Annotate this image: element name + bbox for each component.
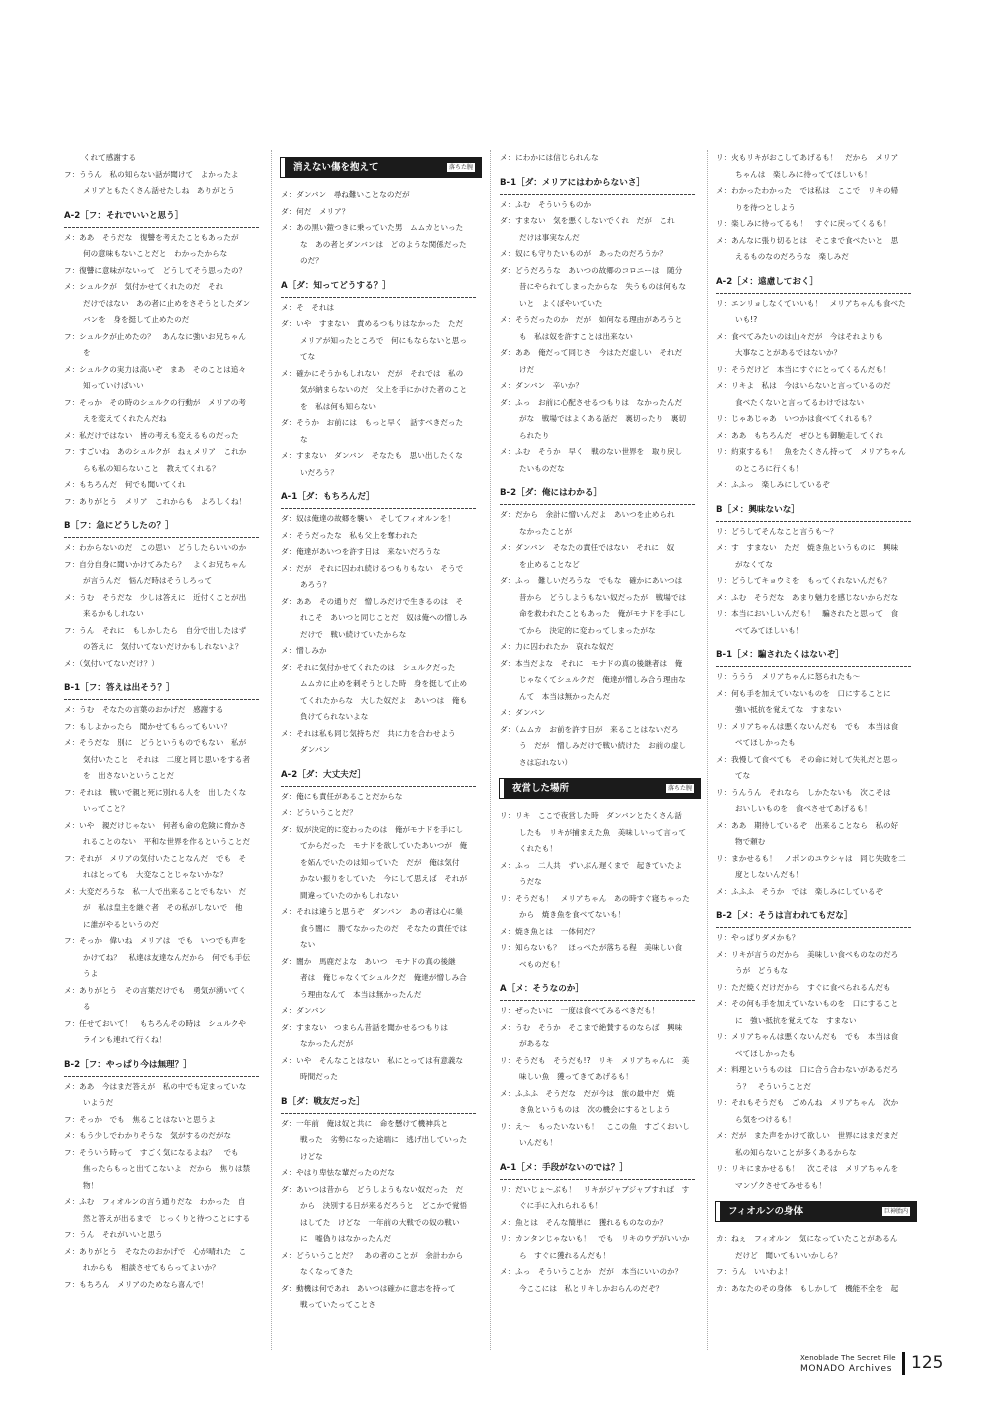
dialogue-line: ダ：一年前 俺は奴と共に 命を懸けて機神兵と xyxy=(281,1118,449,1128)
dialogue-line: フ：すごいね あのシュルクが ねぇメリア これか xyxy=(64,447,247,456)
dialogue-line: いだろう？ xyxy=(300,467,338,477)
dialogue-line: を妬んでいたのは知っていた だが 俺は気付 xyxy=(300,857,460,867)
dialogue-line: リ：メリアちゃんは悪くないんだも でも 本当は食 xyxy=(716,1032,899,1041)
dialogue-line: いと よくぼやいていた xyxy=(519,298,603,308)
dialogue-line: フ：そういう時って すごく気になるよね？ でも xyxy=(64,1147,239,1157)
dialogue-line: メ：どういうことだ？ xyxy=(281,808,357,817)
footer-book-title: Xenoblade The Secret File xyxy=(800,1354,896,1362)
dialogue-line: ダ：あいつは昔から どうしようもない奴だった だ xyxy=(281,1184,464,1194)
dialogue-line: メ：うむ そうだな 少しは答えに 近付くことが出 xyxy=(64,592,247,602)
dialogue-line: メ：そうだったのか だが 如何なる理由があろうと xyxy=(500,315,683,324)
choice-heading: A-2［ダ：大丈夫だ］ xyxy=(281,768,481,785)
dialogue-line: な xyxy=(300,434,308,444)
dialogue-line: くれたも！ xyxy=(519,844,557,853)
dialogue-line: メ：ふっ 二人共 ずいぶん遅くまで 起きていたよ xyxy=(500,860,683,870)
dialogue-line: メ：ありがとう その言葉だけでも 勇気が湧いてく xyxy=(64,985,247,995)
dialogue-line: があるな xyxy=(519,1039,550,1048)
dialogue-line: リ：そうだけど 本当にすぐにとってくるんだも！ xyxy=(716,364,891,374)
dialogue-line: リ：やっぱりダメかも？ xyxy=(716,933,800,942)
dialogue-line: フ：復讐に意味がないって どうしてそう思ったの？ xyxy=(64,265,247,275)
choice-heading: B［フ：急にどうしたの？］ xyxy=(64,519,264,536)
dialogue-line: くれて感謝する xyxy=(83,153,137,162)
dialogue-line: メ：我慢して食べても その命に対して失礼だと思っ xyxy=(716,754,899,764)
dialogue-line: フ：それは 戦いで親と死に別れる人を 出したくな xyxy=(64,787,247,797)
dialogue-line: リ：まかせるも！ ノポンのユウシャは 同じ失敗を二 xyxy=(716,853,906,863)
dialogue-line: メ：私だけではない 皆の考えも変えるものだった xyxy=(64,430,239,440)
dialogue-line: けどな xyxy=(300,1151,323,1161)
dialogue-line: なかったんだが xyxy=(300,1039,354,1048)
dialogue-line: メ：ダンバン xyxy=(281,1006,327,1015)
choice-heading: A［メ：そうなのか］ xyxy=(500,982,700,999)
dialogue-line: フ：ううん 私の知らない話が聞けて よかったよ xyxy=(64,169,239,179)
dialogue-line: んて 本当は無かったんだ xyxy=(519,691,611,701)
dialogue-line: リ：楽しみに待ってるも！ すぐに戻ってくるも！ xyxy=(716,219,891,228)
dialogue-line: リ：じゃあじゃあ いつかは食べてくれるも？ xyxy=(716,414,876,423)
choice-heading: A-2［フ：それでいいと思う］ xyxy=(64,209,264,226)
dialogue-line: べてほしかったも xyxy=(735,738,796,747)
dialogue-line: フ：そっか 偉いね メリアは でも いつでも声を xyxy=(64,936,247,945)
page-number: 125 xyxy=(911,1353,944,1373)
dialogue-line: なかったことが xyxy=(519,526,573,536)
dialogue-line: メ：ありがとう そなたのおかげで 心が晴れた こ xyxy=(64,1246,247,1256)
dialogue-line: リ：ただ焼くだけだから すぐに食べられるんだも xyxy=(716,982,891,992)
dialogue-line: てから 決定的に変わってしまったがな xyxy=(519,625,656,635)
dialogue-line: 戦っていたってことさ xyxy=(300,1300,376,1309)
dialogue-line: メ：ふむ そうか 早く 戦のない世界を 取り戻し xyxy=(500,447,683,456)
section-location-tag: 巨神胎内 xyxy=(883,1208,908,1215)
dialogue-line: ダ：ふっ 難しいだろうな でもな 確かにあいつは xyxy=(500,576,683,585)
choice-heading: B-2［ダ：俺にはわかる］ xyxy=(500,486,700,503)
dialogue-line: が 私は皇主を継ぐ者 その私がしないで 他 xyxy=(83,903,243,912)
dialogue-line: 焦ったらもっと出てこないよ だから 焦りは禁 xyxy=(83,1164,251,1173)
dialogue-line: メ：ダンバン xyxy=(500,708,546,717)
dialogue-line: リ：リキ ここで夜営した時 ダンバンとたくさん話 xyxy=(500,811,682,820)
dialogue-line: 今ここには 私とリキしかおらんのだぞ？ xyxy=(519,1283,664,1293)
dialogue-line: メ：シュルクが 気付かせてくれたのだ それ xyxy=(64,282,224,291)
dialogue-line: れこそ あいつと同じことだ 奴は俺への憎しみ xyxy=(300,613,468,622)
column-divider xyxy=(707,150,708,1350)
dialogue-line: メ：いや そんなことはない 私にとっては有意義な xyxy=(281,1055,464,1065)
section-header xyxy=(281,158,481,177)
dialogue-line: えを変えてくれたんだね xyxy=(83,414,167,423)
choice-heading: B-2［フ：やっぱり今は無理？］ xyxy=(64,1058,264,1075)
dialogue-line: リ：それもそうだも ごめんね メリアちゃん 次か xyxy=(716,1098,899,1107)
dialogue-line: べものだも！ xyxy=(519,959,565,969)
choice-heading: A-1［メ：手段がないのでは？］ xyxy=(500,1161,700,1178)
dialogue-line: メ：リキよ 私は 今はいらないと言っているのだ xyxy=(716,381,891,390)
dialogue-line: 者は 俺じゃなくてシュルクだ 俺達が憎しみ合 xyxy=(300,973,467,982)
dialogue-line: フ：うん それに もしかしたら 自分で出したはず xyxy=(64,625,247,635)
dialogue-line: られたり xyxy=(519,430,550,440)
dialogue-line: メ：魚とは そんな簡単に 獲れるものなのか？ xyxy=(500,1217,668,1227)
dialogue-line: メ：食べてみたいのは山々だが 今はそれよりも xyxy=(716,331,884,341)
dialogue-line: たいものだな xyxy=(519,463,565,473)
dialogue-line: ダ：すまない つまらん昔話を聞かせるつもりは xyxy=(281,1022,448,1032)
dialogue-line: が言うんだ 悩んだ時はそうしろって xyxy=(83,576,213,585)
dialogue-line: べてほしかったも xyxy=(735,1048,796,1058)
dialogue-line: メ：何も手を加えていないものを 口にすることに xyxy=(716,688,891,698)
dialogue-line: ダ：ふっ お前に心配させるつもりは なかったんだ xyxy=(500,397,683,407)
dialogue-line: カ：あなたのその身体 もしかして 機能不全を 起 xyxy=(716,1283,899,1293)
dialogue-line: したも リキが捕まえた魚 美味しいって言って xyxy=(519,827,687,837)
choice-heading: A-1［ダ：もちろんだ］ xyxy=(281,490,481,507)
dialogue-line: 時間だった xyxy=(300,1072,338,1081)
dialogue-line: ダ：そうか お前には もっと早く 話すべきだった xyxy=(281,418,464,427)
dialogue-line: リ：だいじょ～ぶも！ リキがジャブジャブすれば す xyxy=(500,1184,690,1194)
dialogue-line: メ：焼き魚とは 一体何だ？ xyxy=(500,926,599,936)
dialogue-line: カ：ねぇ フィオルン 気になっていたことがあるん xyxy=(716,1234,898,1243)
dialogue-line: ダ：奴が決定的に変わったのは 俺がモナドを手にし xyxy=(281,824,464,834)
dialogue-line: リ：知らないも？ ほっぺたが落ちる程 美味しい食 xyxy=(500,943,683,952)
dialogue-line: メ：シュルクの実力は高いぞ まあ そのことは追々 xyxy=(64,364,246,374)
choice-heading: A-2［メ：遠慮しておく］ xyxy=(716,275,916,292)
dialogue-line: メ：ふふふ そうだな だが今は 旅の最中だ 焼 xyxy=(500,1088,675,1098)
dialogue-line: うだな xyxy=(519,877,542,886)
dialogue-line: 昔から どうしようもない奴だったが 戦場では xyxy=(519,592,687,602)
dialogue-line: ない xyxy=(300,940,316,949)
dialogue-line: 食べたくないと言ってるわけではない xyxy=(735,397,865,407)
dialogue-line: がな 戦場ではよくある話だ 裏切ったり 裏切 xyxy=(519,414,687,423)
dialogue-line: メ：ふふっ 楽しみにしているぞ xyxy=(716,480,830,489)
column-4 xyxy=(716,150,916,1297)
dialogue-line: う？ そういうことだ xyxy=(735,1081,811,1091)
footer-series-title: MONADO Archives xyxy=(800,1364,892,1374)
dialogue-line: の答えに 気付いてないだけかもしれないよ？ xyxy=(83,642,243,651)
dialogue-line: リ：ぜったいに 一度は食べてみるべきだも！ xyxy=(500,1006,660,1015)
column-2 xyxy=(281,150,481,1314)
dialogue-line: メ：確かにそうかもしれない だが それでは 私の xyxy=(281,368,464,378)
dialogue-line: リ：ううう メリアちゃんに怒られたも～ xyxy=(716,672,861,681)
dialogue-line: に誰がやるというのだ xyxy=(83,919,159,929)
dialogue-line: から 焼き魚を食べてないも！ xyxy=(519,910,626,919)
dialogue-line: ダ：俺にも責任があることだからな xyxy=(281,791,403,801)
dialogue-line: メ：もう少しでわかりそうな 気がするのだがな xyxy=(64,1131,232,1140)
section-title: フィオルンの身体 xyxy=(728,1206,804,1217)
dialogue-line: 命を救われたこともあった 俺がモナドを手にし xyxy=(519,609,686,618)
dialogue-line: う理由なんて 本当は無かったんだ xyxy=(300,989,422,999)
dialogue-line: メ：奴にも守りたいものが あったのだろうか？ xyxy=(500,249,667,258)
choice-heading: B［ダ：戦友だった］ xyxy=(281,1095,481,1112)
dialogue-line: リ：そうだも！ メリアちゃん あの時すぐ寝ちゃった xyxy=(500,893,690,903)
dialogue-line: に 強い抵抗を覚えてな すまない xyxy=(735,1015,857,1025)
dialogue-line: だけは事実なんだ xyxy=(519,232,580,242)
dialogue-line: らも私の知らないこと 教えてくれる？ xyxy=(83,463,220,473)
dialogue-line: 味しい魚 獲ってきてあげるも！ xyxy=(519,1072,633,1081)
dialogue-line: ぐに手に入れられるも！ xyxy=(519,1201,603,1210)
dialogue-line: さは忘れない） xyxy=(519,757,573,767)
choice-heading: A［ダ：知ってどうする？］ xyxy=(281,279,481,296)
dialogue-line: うが どうもな xyxy=(735,966,789,975)
dialogue-line: 物！ xyxy=(83,1180,99,1190)
dialogue-line: る xyxy=(83,1002,91,1011)
dialogue-line: メ：にわかには信じられんな xyxy=(500,153,599,162)
dialogue-line: リ：リキにまかせるも！ 次こそは メリアちゃんを xyxy=(716,1164,899,1173)
choice-heading: B-1［メ：騙されたくはないぞ］ xyxy=(716,648,916,665)
dialogue-line: いんだも！ xyxy=(519,1138,557,1147)
dialogue-line: だけではない あの者に止めをさそうとしたダン xyxy=(83,298,251,308)
dialogue-line: メ：ああ そうだな 復讐を考えたこともあったが xyxy=(64,232,239,242)
dialogue-line: メ：いや 親だけじゃない 何者も命の危険に脅かさ xyxy=(64,820,247,830)
dialogue-line: 然と答えが出るまで じっくりと待つことにする xyxy=(83,1213,251,1223)
dialogue-line: リ：約束するも！ 魚をたくさん持って メリアちゃん xyxy=(716,447,906,456)
dialogue-line: フ：もちろん メリアのためなら喜んで！ xyxy=(64,1279,209,1289)
dialogue-line: リ：メリアちゃんは悪くないんだも でも 本当は食 xyxy=(716,721,899,731)
dialogue-line: メ：その何も手を加えていないものを 口にすること xyxy=(716,999,899,1008)
dialogue-line: のところに行くも！ xyxy=(735,463,804,473)
dialogue-line: 気付いたこと それは 二度と同じ思いをする者 xyxy=(83,754,251,764)
dialogue-line: マンゾクさせてみせるも！ xyxy=(735,1180,827,1190)
dialogue-line: ダンバン xyxy=(300,745,330,754)
dialogue-line: ダ：本当だよな それに モナドの真の後継者は 俺 xyxy=(500,658,683,668)
dialogue-line: メ：それは私も同じ気持ちだ 共に力を合わせよう xyxy=(281,728,456,738)
dialogue-line: 知っていけばいい xyxy=(83,381,144,390)
dialogue-line: フ：それが メリアの気付いたことなんだ でも そ xyxy=(64,853,247,863)
dialogue-line: じゃなくてシュルクだ 俺達が憎しみ合う理由な xyxy=(519,675,686,684)
section-header xyxy=(500,779,700,798)
dialogue-line: はしてた けどな 一年前の大戦での奴の戦い xyxy=(300,1217,460,1227)
dialogue-line: メ：そうだな 別に どうというものでもない 私が xyxy=(64,738,247,747)
dialogue-line: メ：すまない ダンバン そなたも 思い出したくな xyxy=(281,451,463,460)
dialogue-line: えるものなのだろうな 楽しみだ xyxy=(735,252,849,261)
dialogue-line: ムムカに止めを刺そうとした時 身を挺して止め xyxy=(300,679,468,688)
dialogue-line: ダ：動機は何であれ あいつは確かに意志を持って xyxy=(281,1283,456,1293)
dialogue-line: フ：ありがとう メリア これからも よろしくね！ xyxy=(64,496,247,506)
dialogue-line: に 嘘偽りはなかったんだ xyxy=(300,1234,392,1243)
dialogue-line: ダ：ああ 俺だって同じさ 今はただ虚しい それだ xyxy=(500,348,683,357)
dialogue-line: ダ：だから 余計に憎いんだよ あいつを止められ xyxy=(500,510,675,519)
dialogue-line: メ：リキが言うのだから 美味しい食べものなのだろ xyxy=(716,949,899,959)
dialogue-line: りを待つとしよう xyxy=(735,202,796,212)
dialogue-line: バンを 身を挺して止めたのだ xyxy=(83,315,190,324)
dialogue-line: べてみてほしいも！ xyxy=(735,625,804,635)
dialogue-line: メ：ああ もちろんだ ぜひとも御馳走してくれ xyxy=(716,430,884,440)
dialogue-line: ダ：奴は俺達の故郷を襲い そしてフィオルンを！ xyxy=(281,514,455,523)
dialogue-line: な あの者とダンバンは どのような関係だった xyxy=(300,239,467,249)
section-title: 消えない傷を抱えて xyxy=(293,162,379,173)
dialogue-line: ダ：（ムムカ お前を許す日が 来ることはないだろ xyxy=(500,724,679,734)
dialogue-line: メ：ふふふ そうか では 楽しみにしているぞ xyxy=(716,886,884,896)
dialogue-line: フ：自分自身に聞いかけてみたら？ よくお兄ちゃん xyxy=(64,559,247,569)
dialogue-line: 大事なことがあるではないか？ xyxy=(735,348,842,357)
dialogue-line: ら気をつけるも！ xyxy=(735,1114,796,1124)
dialogue-line: メリアともたくさん話せたしね ありがとう xyxy=(83,186,235,195)
dialogue-line: メ：ああ 期待しているぞ 出来ることなら 私の好 xyxy=(716,820,899,830)
dialogue-line: リ：本当においしいんだも！ 騙されたと思って 食 xyxy=(716,609,899,618)
dialogue-line: おいしいものを 食べさせてあげるも！ xyxy=(735,804,872,813)
section-title: 夜営した場所 xyxy=(512,783,570,794)
dialogue-line: う だが 憎しみだけで戦い続けた お前の虚し xyxy=(519,741,687,750)
dialogue-line: リ：うんうん それなら しかたないも 次こそは xyxy=(716,787,891,797)
dialogue-line: 来るかもしれない xyxy=(83,609,144,618)
dialogue-line: リ：どうしてキョウミを もってくれないんだも？ xyxy=(716,576,891,585)
dialogue-line: リ：え～ もったいないも！ ここの魚 すごくおいし xyxy=(500,1121,690,1131)
dialogue-line: てな xyxy=(300,352,316,361)
dialogue-line: ラインも連れて行くね！ xyxy=(83,1035,167,1044)
section-location-tag: 落ちた腕 xyxy=(448,164,473,171)
dialogue-line: メ：ふむ そうだな あまり魅力を感じないからだな xyxy=(716,592,899,602)
column-3 xyxy=(500,150,700,1297)
dialogue-line: メ：それは違うと思うぞ ダンバン あの者は心に巣 xyxy=(281,907,463,916)
dialogue-line: メ：うむ そなたの言葉のおかげだ 感謝する xyxy=(64,705,224,714)
dialogue-line: 負けてられないよな xyxy=(300,712,369,721)
dialogue-line: あろう？ xyxy=(300,580,331,589)
dialogue-line: 気が納まらないのだ 父上を手にかけた者のこと xyxy=(300,385,468,394)
dialogue-line: メ：だが また声をかけて欲しい 世界にはまだまだ xyxy=(716,1131,899,1140)
dialogue-line: だけで 戦い続けていたからな xyxy=(300,629,407,639)
dialogue-line: メ：あんなに張り切るとは そこまで食べたいと 思 xyxy=(716,235,899,245)
dialogue-line: ダ：いや すまない 責めるつもりはなかった ただ xyxy=(281,319,464,328)
dialogue-line: メ：ふっ そういうことか だが 本当にいいのか？ xyxy=(500,1267,683,1276)
dialogue-line: メ：ふむ フィオルンの言う通りだな わかった 自 xyxy=(64,1197,246,1206)
dialogue-line: 間違っていたのかもしれない xyxy=(300,890,399,900)
dialogue-line: メ：だが それに囚われ続けるつもりもない そうで xyxy=(281,563,464,573)
dialogue-line: メ：もちろんだ 何でも聞いてくれ xyxy=(64,480,186,489)
dialogue-line: メ：わからないのだ この思い どうしたらいいのか xyxy=(64,543,247,552)
dialogue-line: ら すぐに獲れるんだも！ xyxy=(519,1250,611,1260)
dialogue-line: リ：どうしてそんなこと言うも～？ xyxy=(716,526,838,536)
dialogue-line: れることのない 平和な世界を作るということだ xyxy=(83,837,251,846)
dialogue-line: てな xyxy=(735,771,751,780)
dialogue-line: いも!? xyxy=(735,315,758,324)
dialogue-line: かけてね？ 私達は友達なんだから 何でも手伝 xyxy=(83,952,251,962)
dialogue-line: メ：ああ 今はまだ答えが 私の中でも定まっていな xyxy=(64,1081,247,1091)
dialogue-line: いってこと？ xyxy=(83,804,129,813)
dialogue-line: メ：ダンバン そなたの責任ではない それに 奴 xyxy=(500,543,675,552)
dialogue-line: リ：カンタンじゃないも！ でも リキのウデがいいか xyxy=(500,1234,690,1243)
dialogue-line: メ：ダンバン 辛いか？ xyxy=(500,381,584,390)
dialogue-line: てくれたからな 大した奴だよ あいつは 俺も xyxy=(300,695,468,705)
dialogue-line: 何の意味もないことだと わかったからな xyxy=(83,249,228,258)
dialogue-line: フ：シュルクが止めたの？ あんなに強いお兄ちゃん xyxy=(64,331,246,341)
choice-heading: B-2［メ：そうは言われてもだな］ xyxy=(716,909,916,926)
dialogue-line: メ：やはり卑怯な輩だったのだな xyxy=(281,1168,395,1177)
dialogue-line: 私の知らないことが多くあるからな xyxy=(735,1147,857,1157)
dialogue-line: ダ：どうだろうな あいつの故郷のコロニーは 随分 xyxy=(500,265,683,275)
dialogue-line: うよ xyxy=(83,969,99,978)
dialogue-line: メリアが知ったところで 何にもならないと思っ xyxy=(300,335,467,345)
footer-bar xyxy=(902,1352,905,1375)
dialogue-line: メ：大変だろうな 私一人で出来ることでもない だ xyxy=(64,886,247,896)
dialogue-line: メ：わかったわかった では私は ここで リキの帰 xyxy=(716,186,899,195)
choice-heading: B-1［フ：答えは出そう？］ xyxy=(64,681,264,698)
section-location-tag: 落ちた腕 xyxy=(667,785,692,792)
dialogue-line: メ：ダンバン 尋ね難いことなのだが xyxy=(281,190,410,199)
dialogue-line: フ：うん いいわよ！ xyxy=(716,1267,792,1276)
dialogue-line: 戦った 劣勢になった途端に 逃げ出していった xyxy=(300,1135,468,1144)
dialogue-line: なくなってきた xyxy=(300,1267,354,1276)
dialogue-line: リ：そうだも そうだも!? リキ メリアちゃんに 美 xyxy=(500,1055,690,1065)
dialogue-line: 度としないんだも！ xyxy=(735,870,804,879)
choice-heading: B［メ：興味ないな］ xyxy=(716,503,916,520)
dialogue-line: のだ？ xyxy=(300,256,323,265)
dialogue-line: 食う闇に 勝てなかったのだ そなたの責任では xyxy=(300,923,468,933)
dialogue-line: メ：料理というものは 口に合う合わないがあるだろ xyxy=(716,1065,899,1074)
dialogue-line: から 決別する日が来るだろうと どこかで覚悟 xyxy=(300,1201,468,1210)
dialogue-line: いようだ xyxy=(83,1098,114,1107)
dialogue-line: フ：任せておいて！ もちろんその時は シュルクや xyxy=(64,1018,246,1028)
dialogue-line: を 私は何も知らない xyxy=(300,401,376,411)
column-divider xyxy=(271,150,272,1350)
dialogue-line: ダ：何だ メリア？ xyxy=(281,206,350,216)
section-header xyxy=(716,1202,916,1221)
dialogue-line: メ：そうだったな 私も父上を奪われた xyxy=(281,530,418,540)
dialogue-line: だけど 聞いてもいいかしら？ xyxy=(735,1250,842,1260)
dialogue-line: リ：火もリキがおこしてあげるも！ だから メリア xyxy=(716,153,899,162)
dialogue-line: 物で頼む xyxy=(735,837,766,846)
dialogue-line: ダ：俺達があいつを許す日は 来ないだろうな xyxy=(281,547,441,556)
dialogue-line: を xyxy=(83,348,91,357)
dialogue-line: ダ：ああ その通りだ 憎しみだけで生きるのは そ xyxy=(281,596,464,606)
dialogue-line: ちゃんは 楽しみに待っててほしいも！ xyxy=(735,169,872,179)
dialogue-line: リ：エンリョしなくていいも！ メリアちゃんも食べた xyxy=(716,298,906,308)
dialogue-line: を 出さないということだ xyxy=(83,771,175,780)
dialogue-line: フ：もしよかったら 聞かせてもらってもいい？ xyxy=(64,721,232,731)
dialogue-line: き魚というものは 次の機会にするとしよう xyxy=(519,1105,671,1114)
dialogue-line: れからも 相談させてもらってよいか？ xyxy=(83,1263,220,1272)
column-divider xyxy=(490,150,491,1350)
dialogue-line: がなくてな xyxy=(735,559,773,569)
dialogue-line: ダ：闇か 馬鹿だよな あいつ モナドの真の後継 xyxy=(281,956,456,966)
dialogue-line: ダ：すまない 気を悪くしないでくれ だが これ xyxy=(500,216,675,225)
dialogue-line: も 私は奴を許すことは出来ない xyxy=(519,331,633,341)
page-footer xyxy=(800,1352,975,1382)
dialogue-line: れはとっても 大変なことじゃないかな？ xyxy=(83,870,228,879)
dialogue-line: を止めることなど xyxy=(519,559,580,569)
column-1 xyxy=(64,150,264,1293)
dialogue-line: メ：そ それは xyxy=(281,302,335,312)
dialogue-line: けだ xyxy=(519,364,535,374)
dialogue-line: 強い抵抗を覚えてな すまない xyxy=(735,705,842,714)
dialogue-line: メ：憎しみか xyxy=(281,646,327,655)
dialogue-line: メ：どういうことだ？ あの者のことが 余計わから xyxy=(281,1250,464,1260)
dialogue-line: メ：うむ そうか そこまで絶賛するのならば 興味 xyxy=(500,1022,683,1032)
dialogue-line: メ：力に囚われたか 哀れな奴だ xyxy=(500,642,614,651)
dialogue-line: ダ：それに気付かせてくれたのは シュルクだった xyxy=(281,662,456,672)
dialogue-line: メ：ふむ そういうものか xyxy=(500,199,592,209)
dialogue-line: かない振りをしていた 今にして思えば それが xyxy=(300,874,468,883)
dialogue-line: フ：そっか その時のシュルクの行動が メリアの考 xyxy=(64,397,246,407)
dialogue-line: フ：うん それがいいと思う xyxy=(64,1230,163,1239)
choice-heading: B-1［ダ：メリアにはわからないさ］ xyxy=(500,176,700,193)
dialogue-line: メ：（気付いてないだけ？） xyxy=(64,658,159,668)
dialogue-line: フ：そっか でも 焦ることはないと思うよ xyxy=(64,1114,216,1124)
dialogue-line: てからだった モナドを欲していたあいつが 俺 xyxy=(300,841,468,850)
dialogue-line: メ：す すまない ただ 焼き魚というものに 興味 xyxy=(716,543,899,552)
dialogue-line: 昔にやられてしまったからな 失うものは何もな xyxy=(519,282,687,291)
dialogue-line: メ：あの黒い鎧つきに乗っていた男 ムムカといった xyxy=(281,223,464,232)
